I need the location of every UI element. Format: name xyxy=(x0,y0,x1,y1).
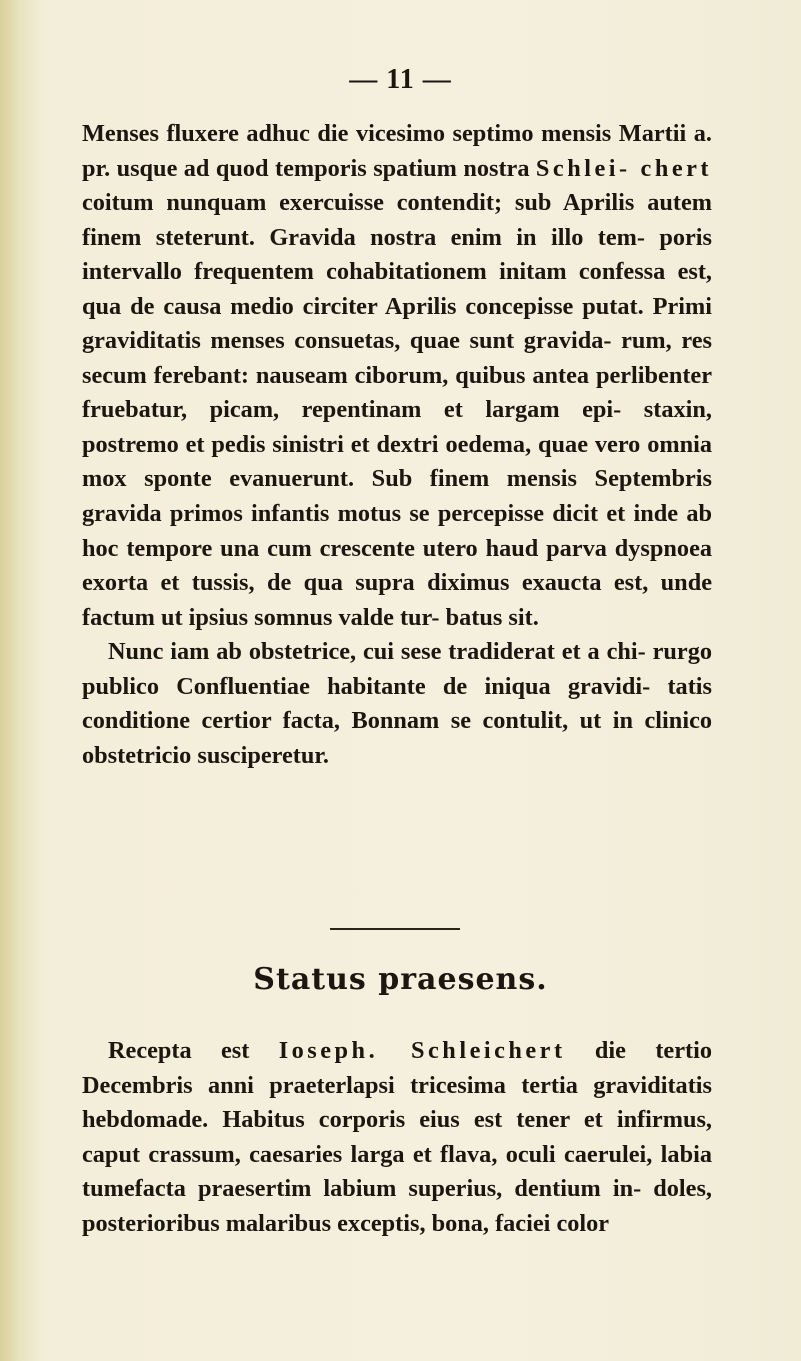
paragraph-recepta-part2: die tertio Decembris anni praeterlapsi tricesima tertia graviditatis hebdomade. Habitus corporis eius est tener et infirmus, caput crassum, caesaries larga et flava, oculi caerulei, labia tumefacta praesertim labium superius, dentium in- doles, posterioribus malaribus exceptis, bona, faciei color xyxy=(82,1037,712,1237)
section-heading: Status praesens. xyxy=(253,962,548,997)
paragraph-menses-part2: coitum nunquam exercuisse contendit; sub Aprilis autem finem steterunt. Gravida nostra enim in illo tem- poris intervallo frequentem cohabitationem initam confessa est, qua de causa medio circiter Aprilis concepisse putat. Primi graviditatis menses consuetas, quae sunt gravida- rum, res secum ferebant: nauseam ciborum, quibus antea perlibenter fruebatur, picam, repentinam et largam epi- staxin, postremo et pedis sinistri et dextri oedema, quae vero omnia mox sponte evanuerunt. Sub finem mensis Septembris gravida primos infantis motus se percepisse dicit et inde ab hoc tempore una cum crescente utero haud parva dyspnoea exorta et tussis, de qua supra diximus exaucta est, unde factum ut ipsius somnus valde tur- batus sit. xyxy=(82,189,712,631)
section-divider xyxy=(330,928,460,930)
paragraph-menses-part1: Menses fluxere adhuc die vicesimo septimo mensis Martii a. pr. usque ad quod temporis spatium nostra xyxy=(82,120,712,182)
page-number: — 11 — xyxy=(349,64,452,95)
body-text-bottom xyxy=(82,1034,712,1241)
name-schleichert: Schlei- chert xyxy=(535,154,712,182)
paragraph-nunc: Nunc iam ab obstetrice, cui sese tradiderat et a chi- rurgo publico Confluentiae habitante de iniqua gravidi- tatis conditione certior facta, Bonnam se contulit, ut in clinico obstetricio susciperetur. xyxy=(82,638,712,769)
body-text-top xyxy=(82,117,712,773)
paragraph-recepta xyxy=(82,1034,712,1241)
name-ioseph-schleichert: Ioseph. Schleichert xyxy=(278,1037,566,1064)
paragraph-recepta-part1: Recepta est xyxy=(108,1037,279,1064)
paragraph-menses xyxy=(82,117,712,635)
